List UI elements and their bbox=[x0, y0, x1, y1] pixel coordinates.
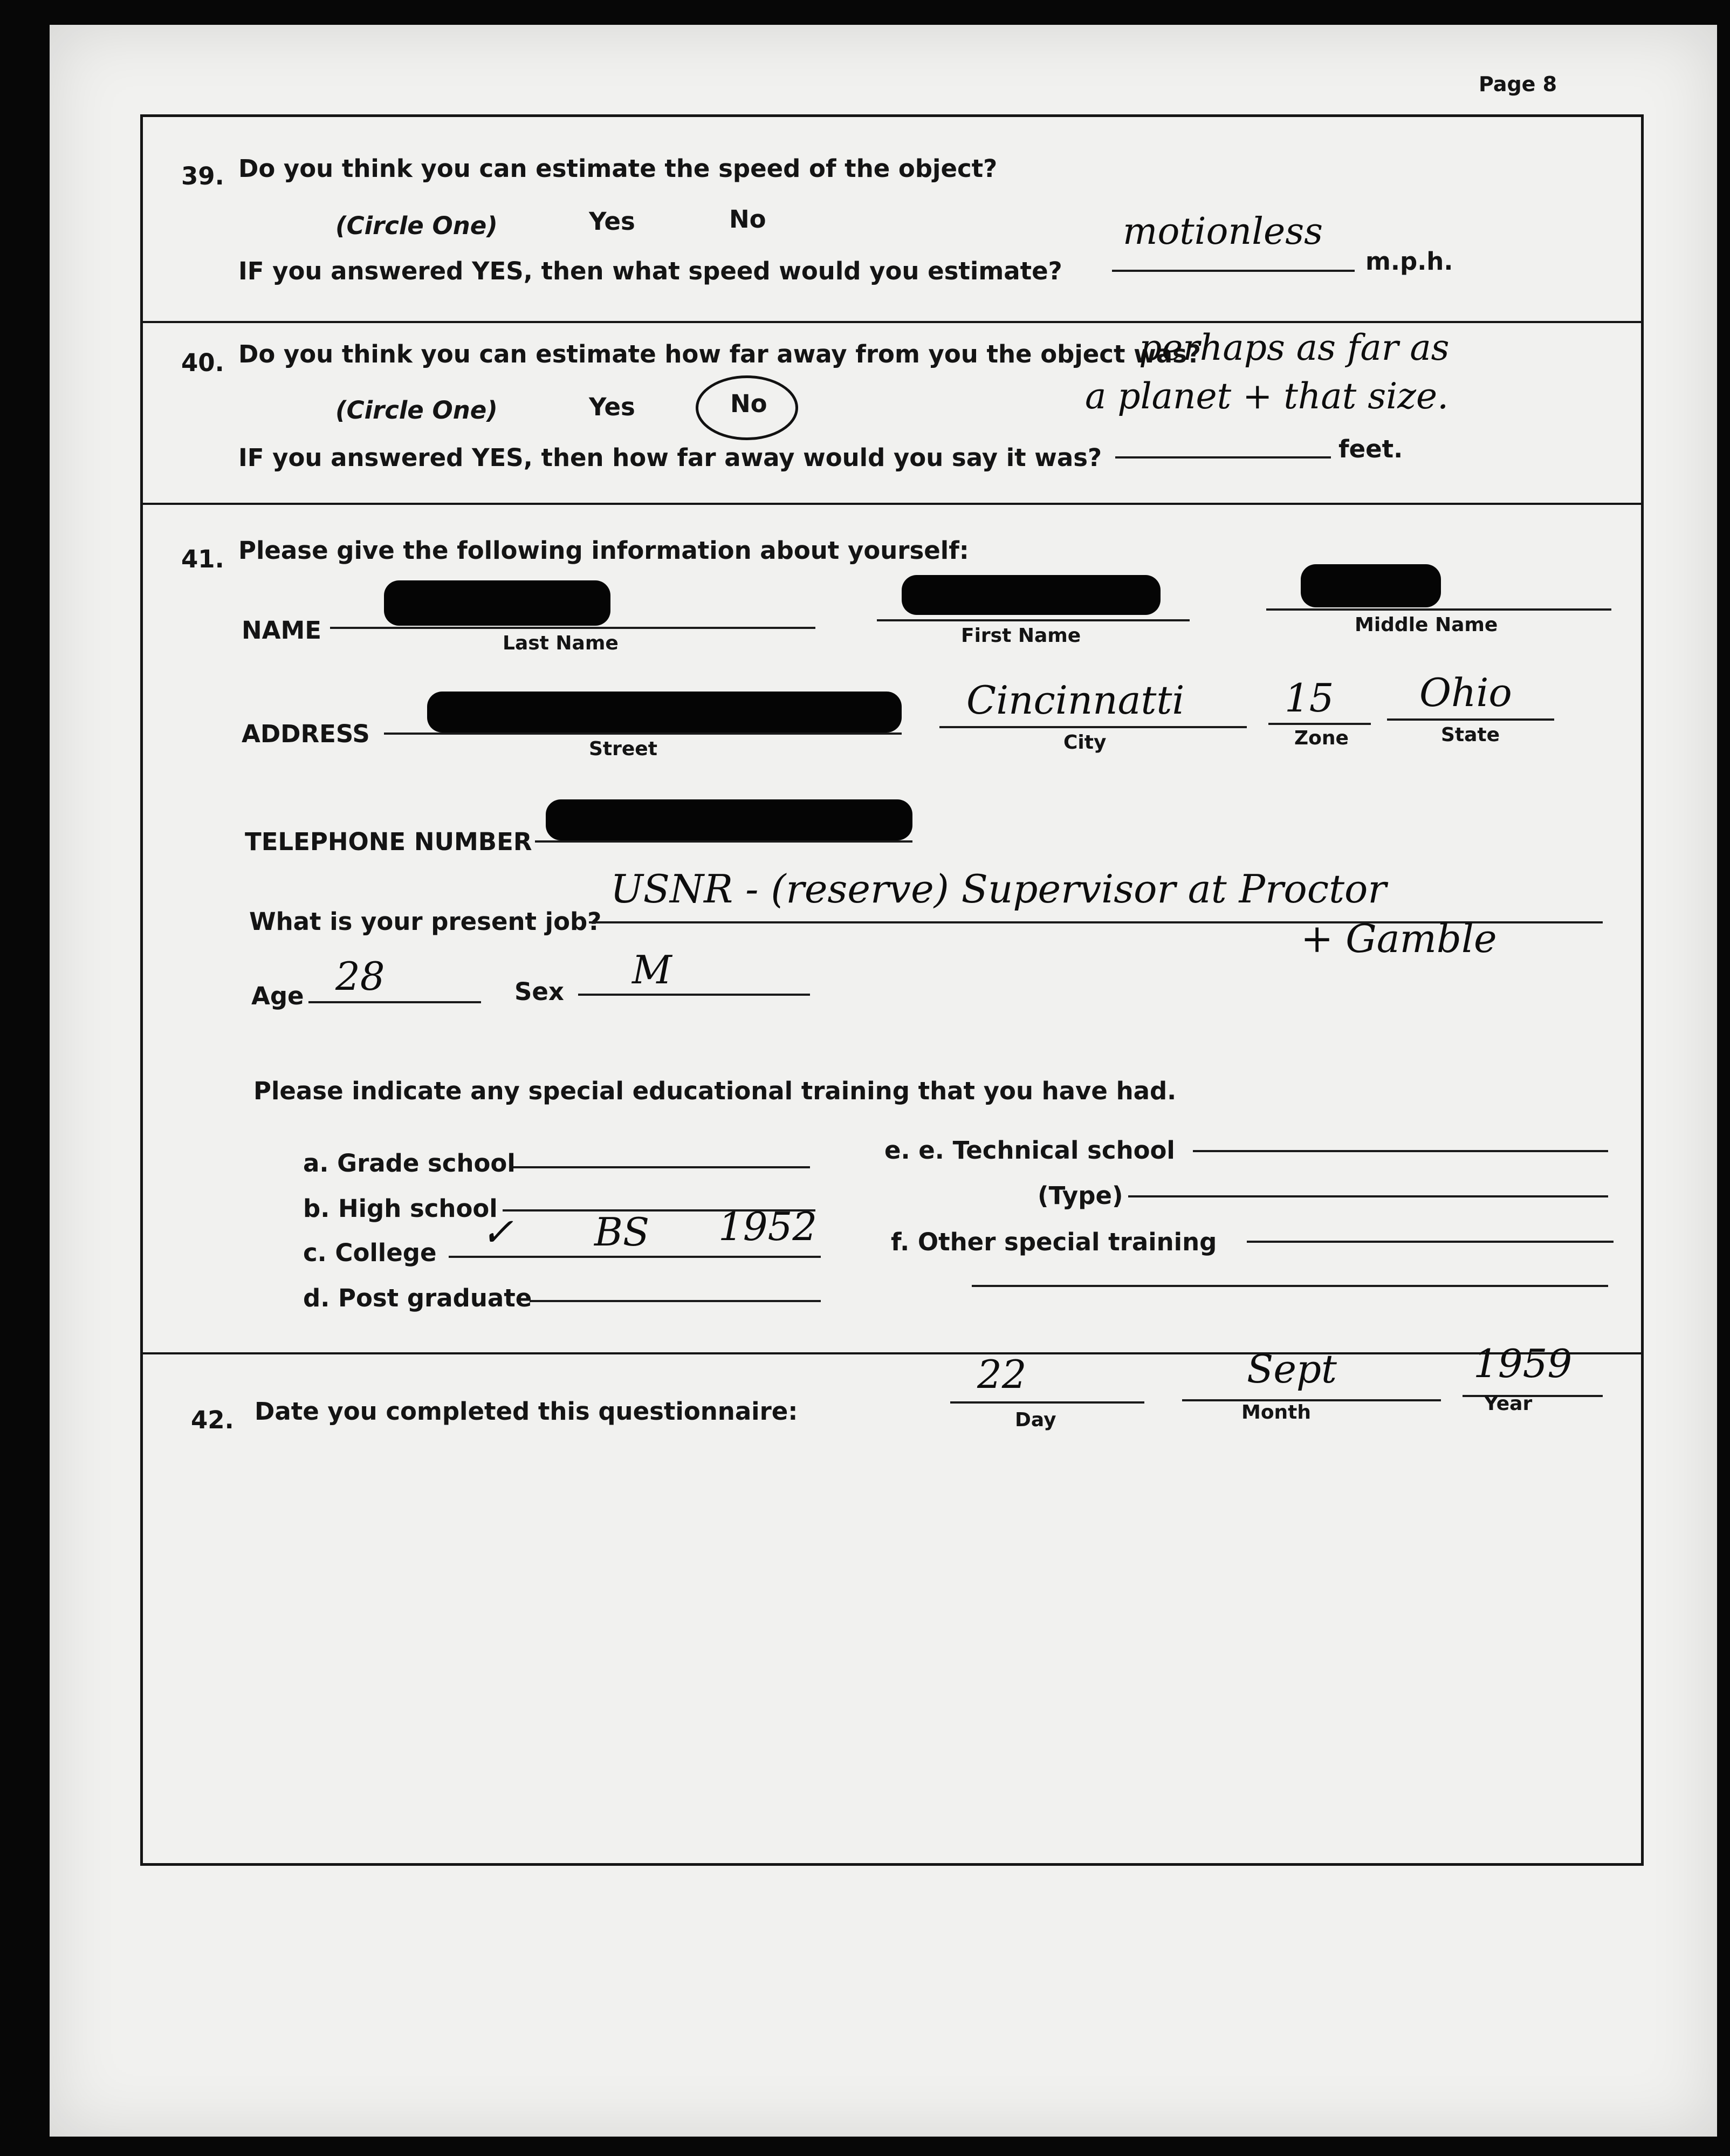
middle-name-line bbox=[1266, 608, 1611, 611]
year-line bbox=[1463, 1395, 1603, 1397]
other-training-line bbox=[1247, 1241, 1614, 1243]
education-heading: Please indicate any special educational training that you have had. bbox=[253, 1077, 1177, 1105]
city-line bbox=[939, 726, 1247, 728]
edu-post-graduate: d. Post graduate bbox=[303, 1284, 532, 1312]
other-training-line-2 bbox=[972, 1285, 1608, 1287]
page-number: Page 8 bbox=[1479, 72, 1557, 96]
college-year: 1952 bbox=[718, 1204, 818, 1249]
state-line bbox=[1387, 718, 1554, 721]
college-check: ✓ bbox=[481, 1209, 514, 1255]
edu-other-special-training: f. Other special training bbox=[891, 1228, 1217, 1256]
month-caption: Month bbox=[1241, 1401, 1312, 1423]
street-redaction bbox=[427, 692, 902, 733]
section-divider-39-40 bbox=[143, 321, 1641, 323]
q40-number: 40. bbox=[181, 348, 224, 377]
year-caption: Year bbox=[1484, 1393, 1533, 1415]
q40-no-circled-mark bbox=[696, 375, 798, 440]
telephone-redaction bbox=[546, 799, 912, 840]
q39-no-option: No bbox=[729, 205, 766, 234]
sex-value: M bbox=[632, 947, 672, 993]
edu-type: (Type) bbox=[1038, 1181, 1123, 1210]
edu-grade-school: a. Grade school bbox=[303, 1149, 516, 1178]
first-name-redaction bbox=[902, 575, 1161, 615]
name-label: NAME bbox=[242, 616, 322, 645]
first-name-caption: First Name bbox=[961, 625, 1081, 647]
zone-value: 15 bbox=[1285, 675, 1334, 721]
state-value: Ohio bbox=[1419, 670, 1512, 715]
q39-answer-line bbox=[1112, 270, 1355, 272]
year-value: 1959 bbox=[1473, 1341, 1573, 1386]
first-name-line bbox=[877, 619, 1190, 621]
age-value: 28 bbox=[335, 954, 385, 999]
last-name-line bbox=[330, 627, 815, 629]
edu-technical-school: e. e. Technical school bbox=[884, 1136, 1175, 1165]
edu-high-school: b. High school bbox=[303, 1194, 498, 1223]
college-line bbox=[449, 1256, 821, 1258]
middle-name-redaction bbox=[1301, 564, 1441, 607]
q42-number: 42. bbox=[191, 1406, 234, 1434]
middle-name-caption: Middle Name bbox=[1355, 614, 1498, 636]
day-value: 22 bbox=[977, 1352, 1027, 1397]
type-line bbox=[1128, 1195, 1608, 1197]
q40-unit: feet. bbox=[1338, 435, 1403, 463]
q40-yes-option: Yes bbox=[589, 393, 635, 421]
job-value-line2: + Gamble bbox=[1301, 916, 1497, 961]
q40-answer-line2: a planet + that size. bbox=[1085, 375, 1449, 417]
q41-heading: Please give the following information about yourself: bbox=[238, 536, 969, 565]
sex-line bbox=[578, 994, 810, 996]
q39-question: Do you think you can estimate the speed of the object? bbox=[238, 154, 998, 183]
last-name-redaction bbox=[384, 580, 610, 626]
q40-followup: IF you answered YES, then how far away would you say it was? bbox=[238, 443, 1102, 472]
city-value: Cincinnatti bbox=[966, 677, 1185, 723]
job-label: What is your present job? bbox=[249, 907, 602, 936]
section-divider-40-41 bbox=[143, 503, 1641, 505]
zone-caption: Zone bbox=[1294, 727, 1349, 749]
questionnaire-page bbox=[50, 25, 1717, 2137]
month-line bbox=[1182, 1399, 1441, 1401]
q40-answer-line1: perhaps as far as bbox=[1139, 327, 1450, 368]
technical-school-line bbox=[1193, 1150, 1608, 1152]
age-line bbox=[308, 1001, 481, 1003]
grade-school-line bbox=[513, 1166, 810, 1168]
street-line bbox=[384, 733, 902, 735]
q42-question: Date you completed this questionnaire: bbox=[255, 1397, 798, 1426]
day-caption: Day bbox=[1015, 1409, 1056, 1431]
q39-number: 39. bbox=[181, 162, 224, 190]
q39-circle-one: (Circle One) bbox=[335, 211, 498, 240]
telephone-line bbox=[535, 840, 912, 843]
state-caption: State bbox=[1441, 724, 1500, 746]
age-label: Age bbox=[251, 982, 304, 1010]
q40-circle-one: (Circle One) bbox=[335, 396, 498, 425]
post-graduate-line bbox=[530, 1300, 821, 1302]
street-caption: Street bbox=[589, 738, 657, 760]
month-value: Sept bbox=[1247, 1346, 1337, 1392]
last-name-caption: Last Name bbox=[503, 632, 619, 654]
day-line bbox=[950, 1401, 1144, 1404]
city-caption: City bbox=[1063, 731, 1107, 754]
section-divider-41-42 bbox=[143, 1352, 1641, 1354]
q41-number: 41. bbox=[181, 545, 224, 573]
q40-no-option: No bbox=[730, 389, 767, 418]
zone-line bbox=[1268, 723, 1371, 725]
address-label: ADDRESS bbox=[242, 720, 370, 748]
job-value-line1: USNR - (reserve) Supervisor at Proctor bbox=[610, 866, 1386, 912]
sex-label: Sex bbox=[514, 977, 564, 1006]
q39-yes-option: Yes bbox=[589, 207, 635, 236]
telephone-label: TELEPHONE NUMBER bbox=[245, 827, 532, 856]
q39-unit: m.p.h. bbox=[1365, 247, 1453, 276]
q40-answer-line bbox=[1115, 456, 1331, 458]
edu-college: c. College bbox=[303, 1238, 437, 1267]
college-degree: BS bbox=[594, 1209, 650, 1255]
q40-question: Do you think you can estimate how far away from you the object was? bbox=[238, 340, 1201, 368]
q39-answer: motionless bbox=[1123, 210, 1323, 253]
q39-followup: IF you answered YES, then what speed would you estimate? bbox=[238, 257, 1062, 285]
